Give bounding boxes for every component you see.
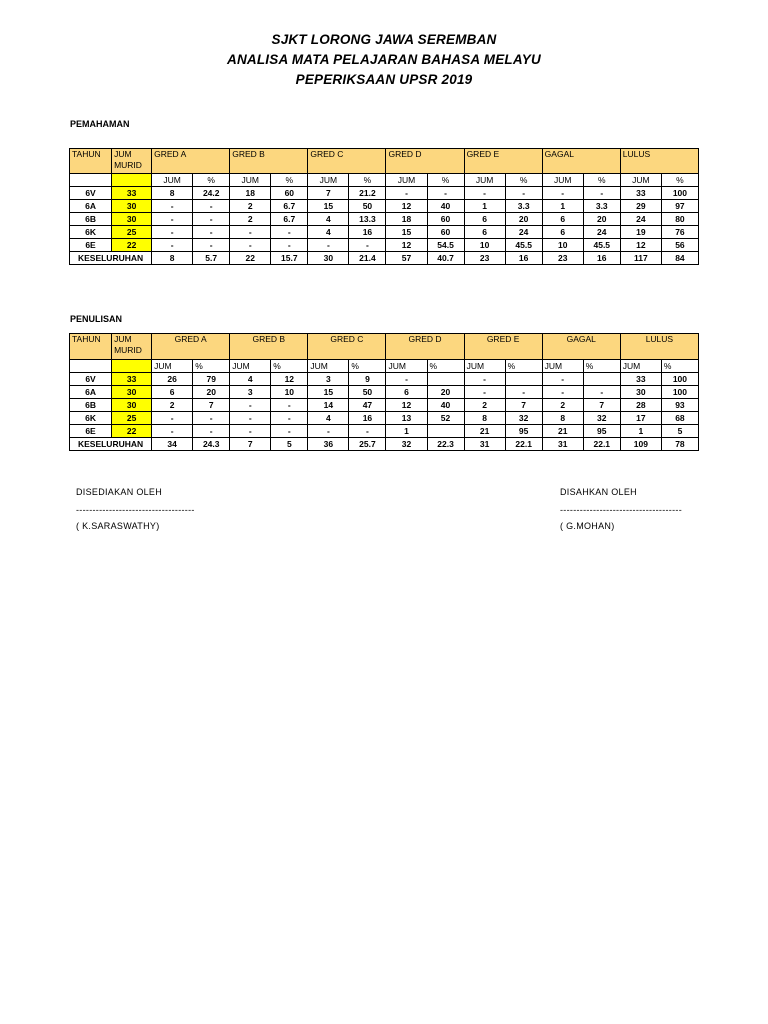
student-count-cell: 25 <box>112 226 152 239</box>
table-row <box>70 187 699 200</box>
percent-subheader: % <box>349 360 386 373</box>
value-cell: 9 <box>349 373 386 386</box>
value-cell: - <box>193 425 230 438</box>
class-name-cell: 6V <box>70 187 112 200</box>
grade-group-header: GRED A <box>152 149 230 174</box>
value-cell: 52 <box>427 412 464 425</box>
value-cell <box>583 373 620 386</box>
value-cell: 6.7 <box>271 200 308 213</box>
value-cell <box>505 373 542 386</box>
value-cell: 5 <box>661 425 698 438</box>
value-cell: 8 <box>152 187 193 200</box>
value-cell: - <box>505 386 542 399</box>
value-cell: 95 <box>583 425 620 438</box>
value-cell: 4 <box>308 412 349 425</box>
class-name-cell: 6B <box>70 213 112 226</box>
value-cell: 60 <box>271 187 308 200</box>
grade-group-header: GRED D <box>386 149 464 174</box>
percent-subheader: % <box>583 360 620 373</box>
value-cell: 13 <box>386 412 427 425</box>
grade-group-header: GRED E <box>464 149 542 174</box>
blank-cell <box>70 174 112 187</box>
value-cell: - <box>193 412 230 425</box>
student-count-cell: 30 <box>112 213 152 226</box>
blank-cell <box>70 360 112 373</box>
value-cell: 68 <box>661 412 698 425</box>
table-row <box>70 386 699 399</box>
total-value: 16 <box>505 252 542 265</box>
total-value: 32 <box>386 438 427 451</box>
total-value: 34 <box>152 438 193 451</box>
student-count-cell: 33 <box>112 187 152 200</box>
value-cell: 3 <box>308 373 349 386</box>
value-cell: 7 <box>583 399 620 412</box>
jum-subheader: JUM <box>620 174 661 187</box>
jum-murid-header: JUM MURID <box>112 334 152 360</box>
value-cell: 2 <box>464 399 505 412</box>
jum-subheader: JUM <box>230 174 271 187</box>
value-cell: 6 <box>542 213 583 226</box>
value-cell: - <box>542 373 583 386</box>
class-name-cell: 6A <box>70 200 112 213</box>
school-name: SJKT LORONG JAWA SEREMBAN <box>271 32 497 47</box>
value-cell: 20 <box>583 213 620 226</box>
value-cell: - <box>349 239 386 252</box>
student-count-cell: 30 <box>112 386 152 399</box>
student-count-cell: 22 <box>112 425 152 438</box>
value-cell: 26 <box>152 373 193 386</box>
value-cell: 50 <box>349 200 386 213</box>
value-cell: 8 <box>542 412 583 425</box>
value-cell: 76 <box>661 226 698 239</box>
student-count-cell: 22 <box>112 239 152 252</box>
percent-subheader: % <box>661 360 698 373</box>
value-cell <box>427 373 464 386</box>
total-value: 7 <box>230 438 271 451</box>
value-cell: 79 <box>193 373 230 386</box>
value-cell: - <box>349 425 386 438</box>
total-value: 23 <box>464 252 505 265</box>
blank-murid-cell <box>112 174 152 187</box>
percent-subheader: % <box>427 174 464 187</box>
value-cell: 12 <box>271 373 308 386</box>
value-cell: - <box>464 187 505 200</box>
percent-subheader: % <box>271 174 308 187</box>
value-cell: 1 <box>464 200 505 213</box>
total-value: 25.7 <box>349 438 386 451</box>
section-label-penulisan: PENULISAN <box>70 314 123 324</box>
value-cell: 7 <box>505 399 542 412</box>
value-cell: 15 <box>386 226 427 239</box>
value-cell: - <box>308 425 349 438</box>
value-cell: 95 <box>505 425 542 438</box>
value-cell: - <box>271 399 308 412</box>
value-cell: 24 <box>620 213 661 226</box>
value-cell: 3 <box>230 386 271 399</box>
value-cell: - <box>193 226 230 239</box>
value-cell: 6 <box>386 386 427 399</box>
value-cell: 19 <box>620 226 661 239</box>
grade-group-header: GRED B <box>230 334 308 360</box>
jum-subheader: JUM <box>386 360 427 373</box>
value-cell: 28 <box>620 399 661 412</box>
percent-subheader: % <box>505 360 542 373</box>
value-cell: 32 <box>583 412 620 425</box>
total-row <box>70 438 699 451</box>
grade-group-header: GRED C <box>308 334 386 360</box>
value-cell: 6 <box>464 213 505 226</box>
value-cell: - <box>193 239 230 252</box>
grade-group-header: LULUS <box>620 149 698 174</box>
jum-subheader: JUM <box>542 360 583 373</box>
report-title: ANALISA MATA PELAJARAN BAHASA MELAYU <box>227 52 541 67</box>
total-value: 15.7 <box>271 252 308 265</box>
percent-subheader: % <box>193 174 230 187</box>
value-cell: 50 <box>349 386 386 399</box>
total-value: 117 <box>620 252 661 265</box>
value-cell: 17 <box>620 412 661 425</box>
value-cell: 24.2 <box>193 187 230 200</box>
class-name-cell: 6K <box>70 226 112 239</box>
value-cell: 2 <box>152 399 193 412</box>
jum-subheader: JUM <box>152 174 193 187</box>
value-cell: 40 <box>427 200 464 213</box>
value-cell: 12 <box>620 239 661 252</box>
value-cell: 15 <box>308 386 349 399</box>
tahun-header: TAHUN <box>70 334 112 360</box>
pemahaman-table <box>69 148 699 265</box>
value-cell: - <box>427 187 464 200</box>
approved-by-signature-line: ------------------------------------- <box>560 505 682 515</box>
total-value: 84 <box>661 252 698 265</box>
value-cell: 30 <box>620 386 661 399</box>
value-cell: 3.3 <box>583 200 620 213</box>
value-cell: 2 <box>542 399 583 412</box>
value-cell: - <box>152 213 193 226</box>
value-cell: - <box>230 239 271 252</box>
percent-subheader: % <box>505 174 542 187</box>
value-cell: 4 <box>308 213 349 226</box>
class-name-cell: 6E <box>70 239 112 252</box>
total-value: 5 <box>271 438 308 451</box>
value-cell: 20 <box>193 386 230 399</box>
value-cell: - <box>193 213 230 226</box>
class-name-cell: 6B <box>70 399 112 412</box>
total-value: 78 <box>661 438 698 451</box>
value-cell: 100 <box>661 373 698 386</box>
value-cell: 18 <box>386 213 427 226</box>
prepared-by-label: DISEDIAKAN OLEH <box>76 487 163 497</box>
jum-subheader: JUM <box>464 174 505 187</box>
value-cell: 60 <box>427 213 464 226</box>
value-cell: 10 <box>542 239 583 252</box>
total-value: 16 <box>583 252 620 265</box>
value-cell: 20 <box>427 386 464 399</box>
value-cell: 100 <box>661 187 698 200</box>
value-cell: 7 <box>193 399 230 412</box>
value-cell: 32 <box>505 412 542 425</box>
value-cell: - <box>271 239 308 252</box>
total-value: 40.7 <box>427 252 464 265</box>
value-cell: 24 <box>505 226 542 239</box>
prepared-by-name: ( K.SARASWATHY) <box>76 521 160 531</box>
value-cell: 20 <box>505 213 542 226</box>
percent-subheader: % <box>427 360 464 373</box>
penulisan-table <box>69 333 699 451</box>
percent-subheader: % <box>271 360 308 373</box>
value-cell: 18 <box>230 187 271 200</box>
total-value: 22.3 <box>427 438 464 451</box>
value-cell: 1 <box>542 200 583 213</box>
jum-subheader: JUM <box>308 174 349 187</box>
value-cell: - <box>386 187 427 200</box>
value-cell: 8 <box>464 412 505 425</box>
value-cell: - <box>271 425 308 438</box>
value-cell: - <box>152 412 193 425</box>
total-value: 31 <box>542 438 583 451</box>
value-cell: - <box>583 386 620 399</box>
value-cell: - <box>193 200 230 213</box>
prepared-by-signature-line: ------------------------------------ <box>76 505 195 515</box>
total-label: KESELURUHAN <box>70 438 152 451</box>
class-name-cell: 6V <box>70 373 112 386</box>
value-cell: 21.2 <box>349 187 386 200</box>
value-cell: 40 <box>427 399 464 412</box>
total-row <box>70 252 699 265</box>
value-cell: 13.3 <box>349 213 386 226</box>
value-cell: 93 <box>661 399 698 412</box>
value-cell: - <box>464 386 505 399</box>
class-name-cell: 6E <box>70 425 112 438</box>
percent-subheader: % <box>193 360 230 373</box>
value-cell: 33 <box>620 187 661 200</box>
value-cell: - <box>152 425 193 438</box>
value-cell: 60 <box>427 226 464 239</box>
value-cell: - <box>152 239 193 252</box>
grade-group-header: GAGAL <box>542 334 620 360</box>
value-cell: - <box>152 200 193 213</box>
student-count-cell: 33 <box>112 373 152 386</box>
value-cell: 21 <box>542 425 583 438</box>
total-value: 8 <box>152 252 193 265</box>
table-row <box>70 213 699 226</box>
exam-title: PEPERIKSAAN UPSR 2019 <box>295 72 473 87</box>
value-cell: 24 <box>583 226 620 239</box>
value-cell: 97 <box>661 200 698 213</box>
total-value: 109 <box>620 438 661 451</box>
grade-group-header: GRED D <box>386 334 464 360</box>
value-cell: 54.5 <box>427 239 464 252</box>
value-cell: 6 <box>542 226 583 239</box>
total-value: 5.7 <box>193 252 230 265</box>
value-cell <box>427 425 464 438</box>
value-cell: 15 <box>308 200 349 213</box>
value-cell: 21 <box>464 425 505 438</box>
grade-group-header: GRED B <box>230 149 308 174</box>
jum-subheader: JUM <box>620 360 661 373</box>
value-cell: 10 <box>271 386 308 399</box>
total-value: 24.3 <box>193 438 230 451</box>
subheader-row <box>70 360 699 373</box>
value-cell: 80 <box>661 213 698 226</box>
approved-by-label: DISAHKAN OLEH <box>560 487 637 497</box>
jum-subheader: JUM <box>230 360 271 373</box>
total-value: 31 <box>464 438 505 451</box>
value-cell: 1 <box>620 425 661 438</box>
value-cell: - <box>308 239 349 252</box>
blank-murid-cell <box>112 360 152 373</box>
jum-subheader: JUM <box>308 360 349 373</box>
value-cell: 4 <box>230 373 271 386</box>
table-row <box>70 412 699 425</box>
class-name-cell: 6A <box>70 386 112 399</box>
value-cell: 12 <box>386 239 427 252</box>
value-cell: 3.3 <box>505 200 542 213</box>
value-cell: - <box>271 226 308 239</box>
value-cell: 45.5 <box>583 239 620 252</box>
value-cell: 29 <box>620 200 661 213</box>
value-cell: 56 <box>661 239 698 252</box>
approved-by-name: ( G.MOHAN) <box>560 521 615 531</box>
subheader-row <box>70 174 699 187</box>
total-value: 22 <box>230 252 271 265</box>
total-value: 22.1 <box>583 438 620 451</box>
value-cell: - <box>230 412 271 425</box>
value-cell: 2 <box>230 200 271 213</box>
header-row <box>70 334 699 360</box>
class-name-cell: 6K <box>70 412 112 425</box>
value-cell: 10 <box>464 239 505 252</box>
table-row <box>70 399 699 412</box>
total-value: 57 <box>386 252 427 265</box>
value-cell: 6 <box>464 226 505 239</box>
value-cell: 6 <box>152 386 193 399</box>
table-row <box>70 226 699 239</box>
value-cell: 4 <box>308 226 349 239</box>
value-cell: - <box>230 399 271 412</box>
grade-group-header: LULUS <box>620 334 698 360</box>
report-header <box>0 30 768 90</box>
value-cell: - <box>271 412 308 425</box>
total-value: 21.4 <box>349 252 386 265</box>
grade-group-header: GRED A <box>152 334 230 360</box>
value-cell: 14 <box>308 399 349 412</box>
tahun-header: TAHUN <box>70 149 112 174</box>
grade-group-header: GRED E <box>464 334 542 360</box>
section-label-pemahaman: PEMAHAMAN <box>70 119 130 129</box>
value-cell: 16 <box>349 226 386 239</box>
value-cell: 2 <box>230 213 271 226</box>
percent-subheader: % <box>349 174 386 187</box>
table-row <box>70 373 699 386</box>
value-cell: 45.5 <box>505 239 542 252</box>
value-cell: 7 <box>308 187 349 200</box>
value-cell: 1 <box>386 425 427 438</box>
value-cell: - <box>230 226 271 239</box>
percent-subheader: % <box>583 174 620 187</box>
value-cell: 16 <box>349 412 386 425</box>
value-cell: - <box>542 386 583 399</box>
student-count-cell: 25 <box>112 412 152 425</box>
value-cell: - <box>464 373 505 386</box>
value-cell: - <box>583 187 620 200</box>
total-value: 23 <box>542 252 583 265</box>
percent-subheader: % <box>661 174 698 187</box>
table-row <box>70 200 699 213</box>
total-value: 22.1 <box>505 438 542 451</box>
value-cell: 33 <box>620 373 661 386</box>
table-row <box>70 239 699 252</box>
value-cell: 12 <box>386 399 427 412</box>
value-cell: - <box>386 373 427 386</box>
total-label: KESELURUHAN <box>70 252 152 265</box>
jum-subheader: JUM <box>386 174 427 187</box>
jum-murid-header: JUM MURID <box>112 149 152 174</box>
value-cell: 12 <box>386 200 427 213</box>
total-value: 36 <box>308 438 349 451</box>
value-cell: - <box>230 425 271 438</box>
value-cell: - <box>542 187 583 200</box>
value-cell: 100 <box>661 386 698 399</box>
value-cell: - <box>505 187 542 200</box>
header-row <box>70 149 699 174</box>
jum-subheader: JUM <box>152 360 193 373</box>
value-cell: 47 <box>349 399 386 412</box>
student-count-cell: 30 <box>112 200 152 213</box>
table-row <box>70 425 699 438</box>
total-value: 30 <box>308 252 349 265</box>
grade-group-header: GRED C <box>308 149 386 174</box>
value-cell: - <box>152 226 193 239</box>
jum-subheader: JUM <box>542 174 583 187</box>
student-count-cell: 30 <box>112 399 152 412</box>
value-cell: 6.7 <box>271 213 308 226</box>
grade-group-header: GAGAL <box>542 149 620 174</box>
jum-subheader: JUM <box>464 360 505 373</box>
